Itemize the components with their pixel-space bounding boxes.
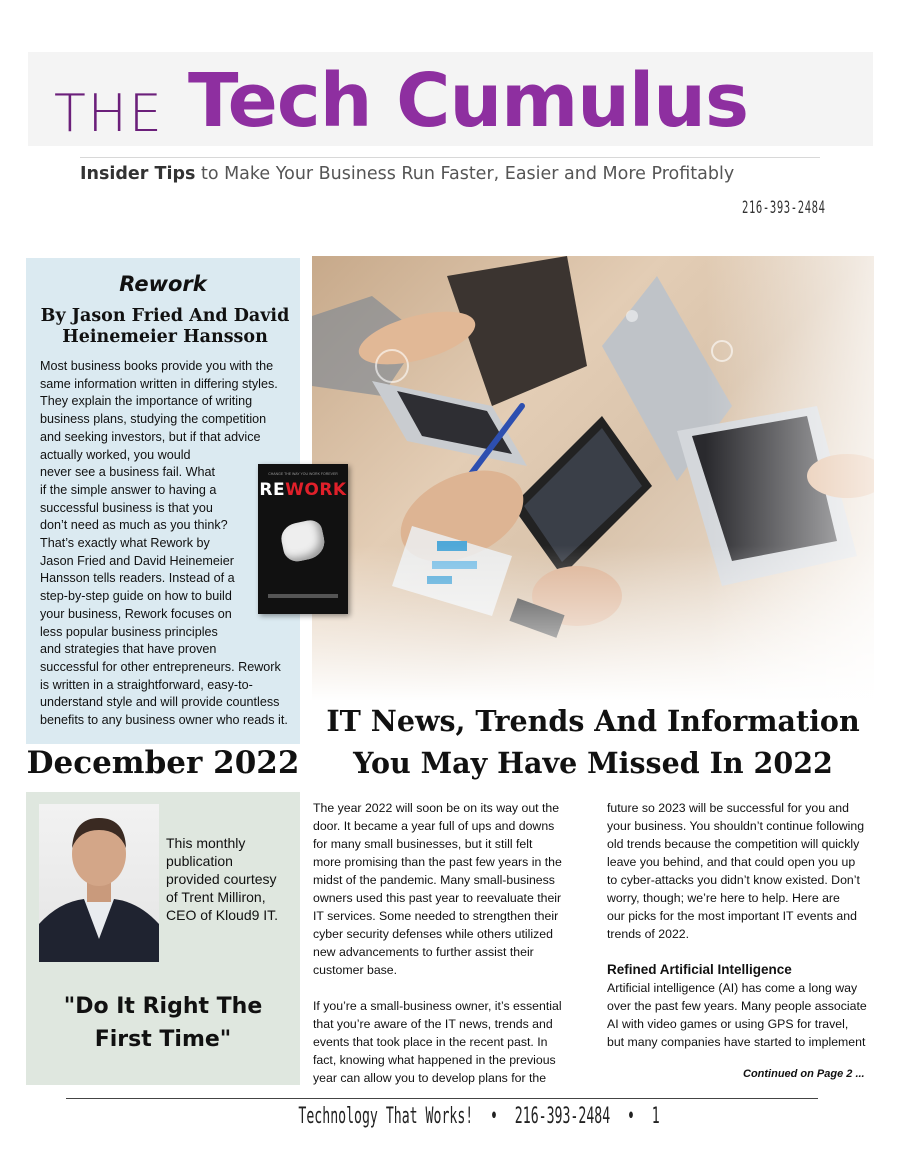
article-line: leave you behind, and that could open you up [607, 855, 856, 869]
header-phone: 216-393-2484 [742, 198, 826, 218]
book-author-line1: By Jason Fried And David [40, 306, 290, 326]
article-line: The year 2022 will soon be on its way out the [313, 801, 560, 815]
article-line: more promising than the past few years in the [313, 855, 562, 869]
page-number: 1 [651, 1104, 660, 1129]
article-line: door. It became a year full of ups and downs [313, 819, 555, 833]
article-line: trends of 2022. [607, 927, 690, 941]
article-line: to cyber-attacks you didn’t know existed. Don’t [607, 873, 860, 887]
book-text-line: and seeking investors, but if that advice [40, 429, 261, 444]
credit-line: CEO of Kloud9 IT. [166, 907, 279, 923]
article-line: year can allow you to develop plans for the [313, 1071, 547, 1085]
book-text-line: understand style and will provide countless [40, 695, 280, 710]
book-author-line2: Heinemeier Hansson [62, 327, 268, 347]
footer-separator: • [490, 1104, 498, 1129]
footer-rule [66, 1098, 818, 1099]
book-text-line: don’t need as much as you think? [40, 518, 228, 533]
book-text-line: same information written in differing styles. [40, 376, 278, 391]
book-author [40, 306, 290, 348]
article-line: midst of the pandemic. Many small-business [313, 873, 555, 887]
book-cover-image [258, 464, 348, 614]
article-line: your business. You shouldn’t continue following [607, 819, 865, 833]
article-line: owners used this past year to reevaluate their [313, 891, 562, 905]
book-text-line: less popular business principles [40, 624, 218, 639]
person-portrait [39, 804, 159, 962]
article-line: old trends because the competition will quickly [607, 837, 860, 851]
hero-image-laptops [312, 256, 874, 701]
tagline [80, 164, 840, 184]
cover-author-strip [268, 594, 338, 598]
article-line: new advancements to further assist their [313, 945, 534, 959]
paragraph-gap [313, 979, 583, 997]
credit-line: of Trent Milliron, [166, 889, 266, 905]
book-text-line: successful business is that you [40, 500, 213, 515]
publisher-box [26, 792, 300, 1085]
article-column-2 [607, 799, 877, 1051]
book-text-line: successful for other entrepreneurs. Rework [40, 659, 281, 674]
article-line: for many small businesses, but it still felt [313, 837, 533, 851]
laptops-illustration [312, 256, 874, 701]
publisher-credit [166, 834, 296, 924]
book-text-line: if the simple answer to having a [40, 482, 217, 497]
credit-line: This monthly [166, 835, 246, 851]
book-text-line: Hansson tells readers. Instead of a [40, 571, 235, 586]
tagline-bold: Insider Tips [80, 164, 196, 184]
cover-title-work: WORK [285, 480, 347, 500]
issue-month: December 2022 [26, 745, 300, 781]
article-line: fact, knowing what happened in the previous [313, 1053, 556, 1067]
article-line: our picks for the most important IT events and [607, 909, 857, 923]
book-text-line: Jason Fried and David Heinemeier [40, 553, 234, 568]
footer-phone: 216-393-2484 [514, 1104, 611, 1129]
author-photo [39, 804, 159, 962]
book-text-line: never see a business fail. What [40, 465, 216, 480]
article-line: customer base. [313, 963, 398, 977]
article-headline [312, 700, 874, 784]
masthead [28, 52, 873, 146]
footer-separator: • [626, 1104, 635, 1129]
headline-line1: IT News, Trends And Information [326, 704, 860, 738]
footer [290, 1104, 668, 1129]
book-text-line: That’s exactly what Rework by [40, 536, 210, 551]
book-text-line: Most business books provide you with the [40, 359, 274, 373]
book-text-line: benefits to any business owner who reads it. [40, 713, 288, 728]
article-line: future so 2023 will be successful for you and [607, 801, 849, 815]
book-text-line: and strategies that have proven [40, 642, 217, 657]
book-text-line: business plans, studying the competition [40, 412, 267, 427]
tagline-rule [80, 157, 820, 158]
motto [26, 990, 300, 1056]
article-line: cyber security defenses while others utilized [313, 927, 553, 941]
crumpled-paper-icon [279, 518, 328, 564]
article-line: events that took place in the recent past. In [313, 1035, 548, 1049]
article-line: If you’re a small-business owner, it’s essential [313, 999, 562, 1013]
book-title: Rework [119, 272, 207, 296]
continued-link[interactable]: Continued on Page 2 ... [743, 1068, 865, 1080]
headline-line2: You May Have Missed In 2022 [353, 746, 833, 780]
masthead-title: Tech Cumulus [188, 58, 749, 144]
book-text-line: actually worked, you would [40, 447, 191, 462]
motto-line1: "Do It Right The [63, 994, 263, 1019]
book-cover-title [258, 480, 348, 500]
book-text-line: step-by-step guide on how to build [40, 589, 232, 604]
book-text-line: your business, Rework focuses on [40, 606, 232, 621]
article-column-1 [313, 799, 583, 1087]
paragraph-gap [607, 943, 877, 961]
book-text-line: is written in a straightforward, easy-to- [40, 677, 253, 692]
motto-line2: First Time" [94, 1027, 232, 1052]
article-line: that you’re aware of the IT news, trends and [313, 1017, 553, 1031]
section-subhead: Refined Artificial Intelligence [607, 962, 792, 977]
tagline-rest: to Make Your Business Run Faster, Easier and More Profitably [195, 164, 735, 184]
article-line: over the past few years. Many people associate [607, 999, 867, 1013]
credit-line: publication [166, 853, 233, 869]
article-line: IT services. Some needed to strengthen their [313, 909, 559, 923]
credit-line: provided courtesy [166, 871, 277, 887]
article-line: Artificial intelligence (AI) has come a long way [607, 981, 858, 995]
footer-slogan: Technology That Works! [298, 1104, 474, 1129]
masthead-the: THE [54, 84, 164, 144]
article-line: AI with video games or using GPS for travel, [607, 1017, 849, 1031]
article-line: worry, though; we’re here to help. Here are [607, 891, 840, 905]
article-line: but many companies have started to implement [607, 1035, 866, 1049]
book-cover-tagline: CHANGE THE WAY YOU WORK FOREVER [268, 472, 338, 476]
book-text-line: They explain the importance of writing [40, 394, 253, 409]
cover-title-re: RE [259, 480, 286, 500]
